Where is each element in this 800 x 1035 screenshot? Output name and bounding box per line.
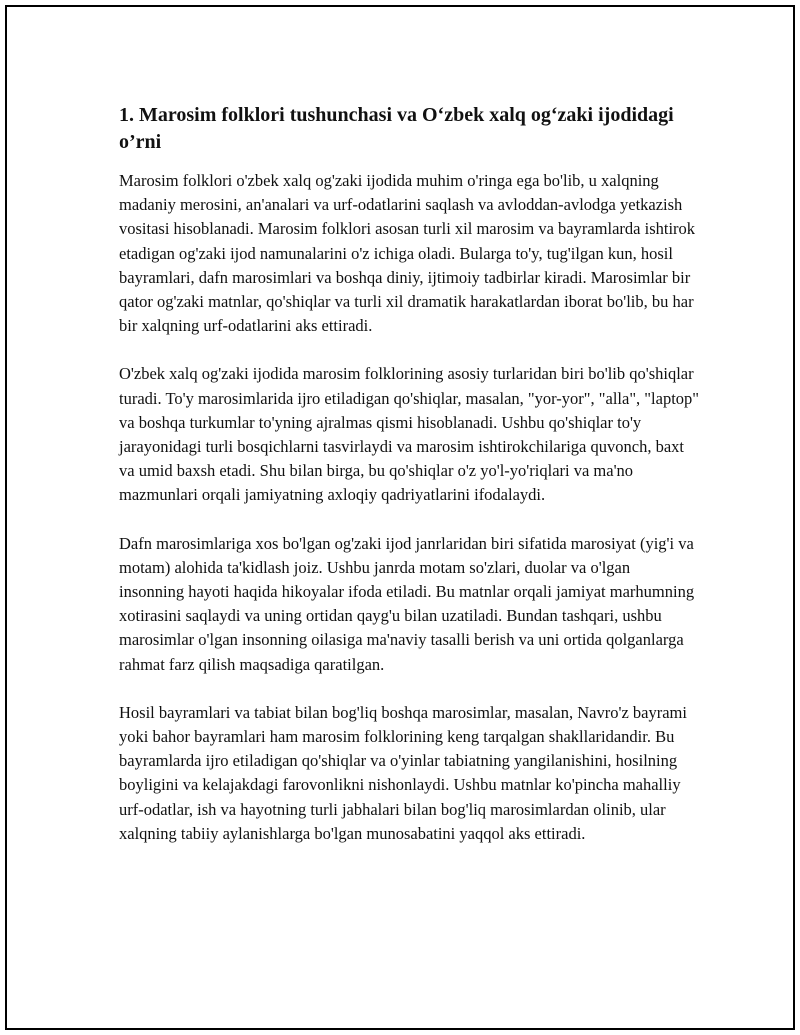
page-frame (5, 5, 795, 1030)
paragraph-3: Dafn marosimlariga xos bo'lgan og'zaki ijod janrlaridan biri sifatida marosiyat (yig'i va motam) alohida ta'kidlash joiz. Ushbu janrda motam so'zlari, duolar va o'lgan insonning hayoti haqida hikoyalar ifoda etiladi. Bu matnlar orqali jamiyat marhumning xotirasini saqlaydi va uning ortidan qayg'u bilan uzatiladi. Bundan tashqari, ushbu marosimlar o'lgan insonning oilasiga ma'naviy tasalli berish va uni ortida qolganlarga rahmat farz qilish maqsadiga qaratilgan. (119, 533, 695, 674)
document-body (119, 102, 699, 870)
section-heading: 1. Marosim folklori tushunchasi va O‘zbek xalq og‘zaki ijodidagi o’rni (119, 104, 674, 153)
paragraph-1: Marosim folklori o'zbek xalq og'zaki ijodida muhim o'ringa ega bo'lib, u xalqning madaniy merosini, an'analari va urf-odatlarini saqlash va avloddan-avlodga yetkazish vositasi hisoblanadi. Marosim folklori asosan turli xil marosim va bayramlarda ishtirok etadigan og'zaki ijod namunalarini o'z ichiga oladi. Bularga to'y, tug'ilgan kun, hosil bayramlari, dafn marosimlari va boshqa diniy, ijtimoiy tadbirlar kiradi. Marosimlar bir qator og'zaki matnlar, qo'shiqlar va turli xil dramatik harakatlardan iborat bo'lib, bu har bir xalqning urf-odatlarini aks ettiradi. (119, 171, 696, 336)
paragraph-2: O'zbek xalq og'zaki ijodida marosim folklorining asosiy turlaridan biri bo'lib qo'shiqlar turadi. To'y marosimlarida ijro etiladigan qo'shiqlar, masalan, "yor-yor", "alla", "laptop" va boshqa turkumlar to'yning ajralmas qismi hisoblanadi. Ushbu qo'shiqlar to'y jarayonidagi turli bosqichlarni tasvirlaydi va marosim ishtirokchilariga quvonch, baxt va umid baxsh etadi. Shu bilan birga, bu qo'shiqlar o'z yo'l-yo'riqlari va ma'no mazmunlari orqali jamiyatning axloqiy qadriyatlarini ifodalaydi. (119, 364, 700, 505)
paragraph-4: Hosil bayramlari va tabiat bilan bog'liq boshqa marosimlar, masalan, Navro'z bayrami yoki bahor bayramlari ham marosim folklorining keng tarqalgan shakllaridandir. Bu bayramlarda ijro etiladigan qo'shiqlar va o'yinlar tabiatning yangilanishini, hosilning boyligini va kelajakdagi farovonlikni nishonlaydi. Ushbu matnlar ko'pincha mahalliy urf-odatlar, ish va hayotning turli jabhalari bilan bog'liq marosimlardan olinib, ular xalqning tabiiy aylanishlarga bo'lgan munosabatini yaqqol aks ettiradi. (119, 702, 687, 843)
